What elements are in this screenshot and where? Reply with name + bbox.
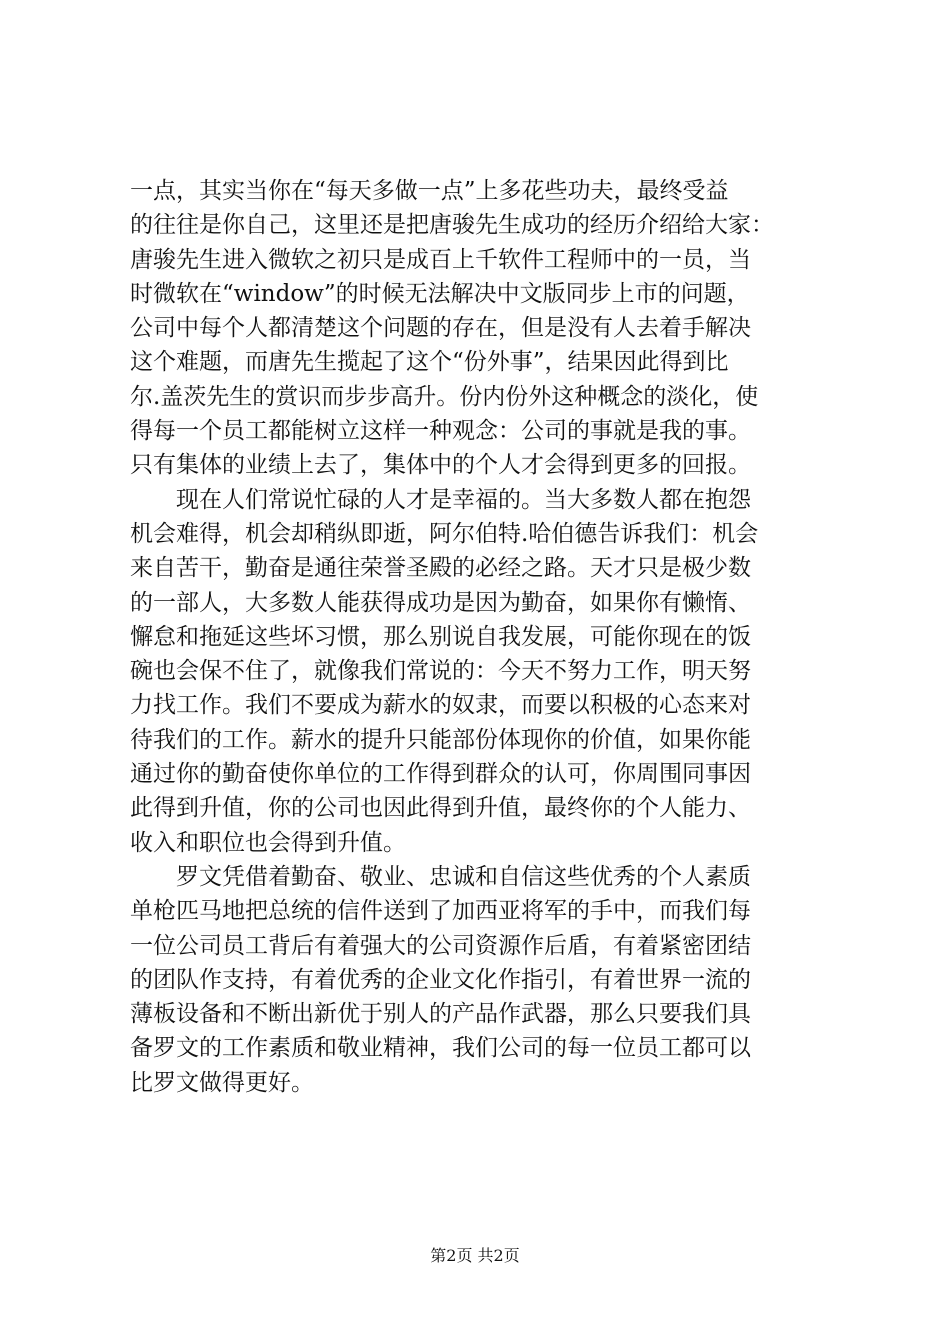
text-line: 时微软在“window”的时候无法解决中文版同步上市的问题， [130,280,750,307]
text-line: 通过你的勤奋使你单位的工作得到群众的认可，你周围同事因 [130,761,751,788]
text-line: 力找工作。我们不要成为薪水的奴隶，而要以积极的心态来对 [130,692,751,719]
text-line: 收入和职位也会得到升值。 [130,829,406,856]
text-line: 的一部人，大多数人能获得成功是因为勤奋，如果你有懒惰、 [130,589,751,616]
text-line: 一位公司员工背后有着强大的公司资源作后盾，有着紧密团结 [130,932,751,959]
text-line: 比罗文做得更好。 [130,1069,314,1096]
text-line: 的团队作支持，有着优秀的企业文化作指引，有着世界一流的 [130,966,751,993]
text-line: 罗文凭借着勤奋、敬业、忠诚和自信这些优秀的个人素质 [130,863,751,890]
text-line: 懈怠和拖延这些坏习惯，那么别说自我发展，可能你现在的饭 [130,623,751,650]
text-line: 此得到升值，你的公司也因此得到升值，最终你的个人能力、 [130,795,751,822]
text-line: 尔.盖茨先生的赏识而步步高升。份内份外这种概念的淡化，使 [130,383,759,410]
text-line: 只有集体的业绩上去了，集体中的个人才会得到更多的回报。 [130,452,751,479]
body-text [130,174,830,1100]
text-line: 得每一个员工都能树立这样一种观念：公司的事就是我的事。 [130,418,751,445]
text-line: 备罗文的工作素质和敬业精神，我们公司的每一位员工都可以 [130,1035,751,1062]
text-line: 现在人们常说忙碌的人才是幸福的。当大多数人都在抱怨 [130,486,751,513]
text-line: 公司中每个人都清楚这个问题的存在，但是没有人去着手解决 [130,315,751,342]
text-line: 唐骏先生进入微软之初只是成百上千软件工程师中的一员，当 [130,246,751,273]
page-number: 第2页 共2页 [430,1246,520,1265]
page-footer [0,1245,950,1267]
text-line: 薄板设备和不断出新优于别人的产品作武器，那么只要我们具 [130,1001,751,1028]
text-line: 一点，其实当你在“每天多做一点”上多花些功夫，最终受益 [130,178,729,204]
text-line: 的往往是你自己，这里还是把唐骏先生成功的经历介绍给大家： [130,212,774,239]
text-line: 单枪匹马地把总统的信件送到了加西亚将军的手中，而我们每 [130,898,751,925]
text-line: 来自苦干，勤奋是通往荣誉圣殿的必经之路。天才只是极少数 [130,555,751,582]
text-line: 机会难得，机会却稍纵即逝，阿尔伯特.哈伯德告诉我们：机会 [130,520,759,547]
text-line: 待我们的工作。薪水的提升只能部份体现你的价值，如果你能 [130,726,751,753]
text-line: 这个难题，而唐先生揽起了这个“份外事”，结果因此得到比 [130,349,729,376]
text-line: 碗也会保不住了，就像我们常说的：今天不努力工作，明天努 [130,658,751,685]
